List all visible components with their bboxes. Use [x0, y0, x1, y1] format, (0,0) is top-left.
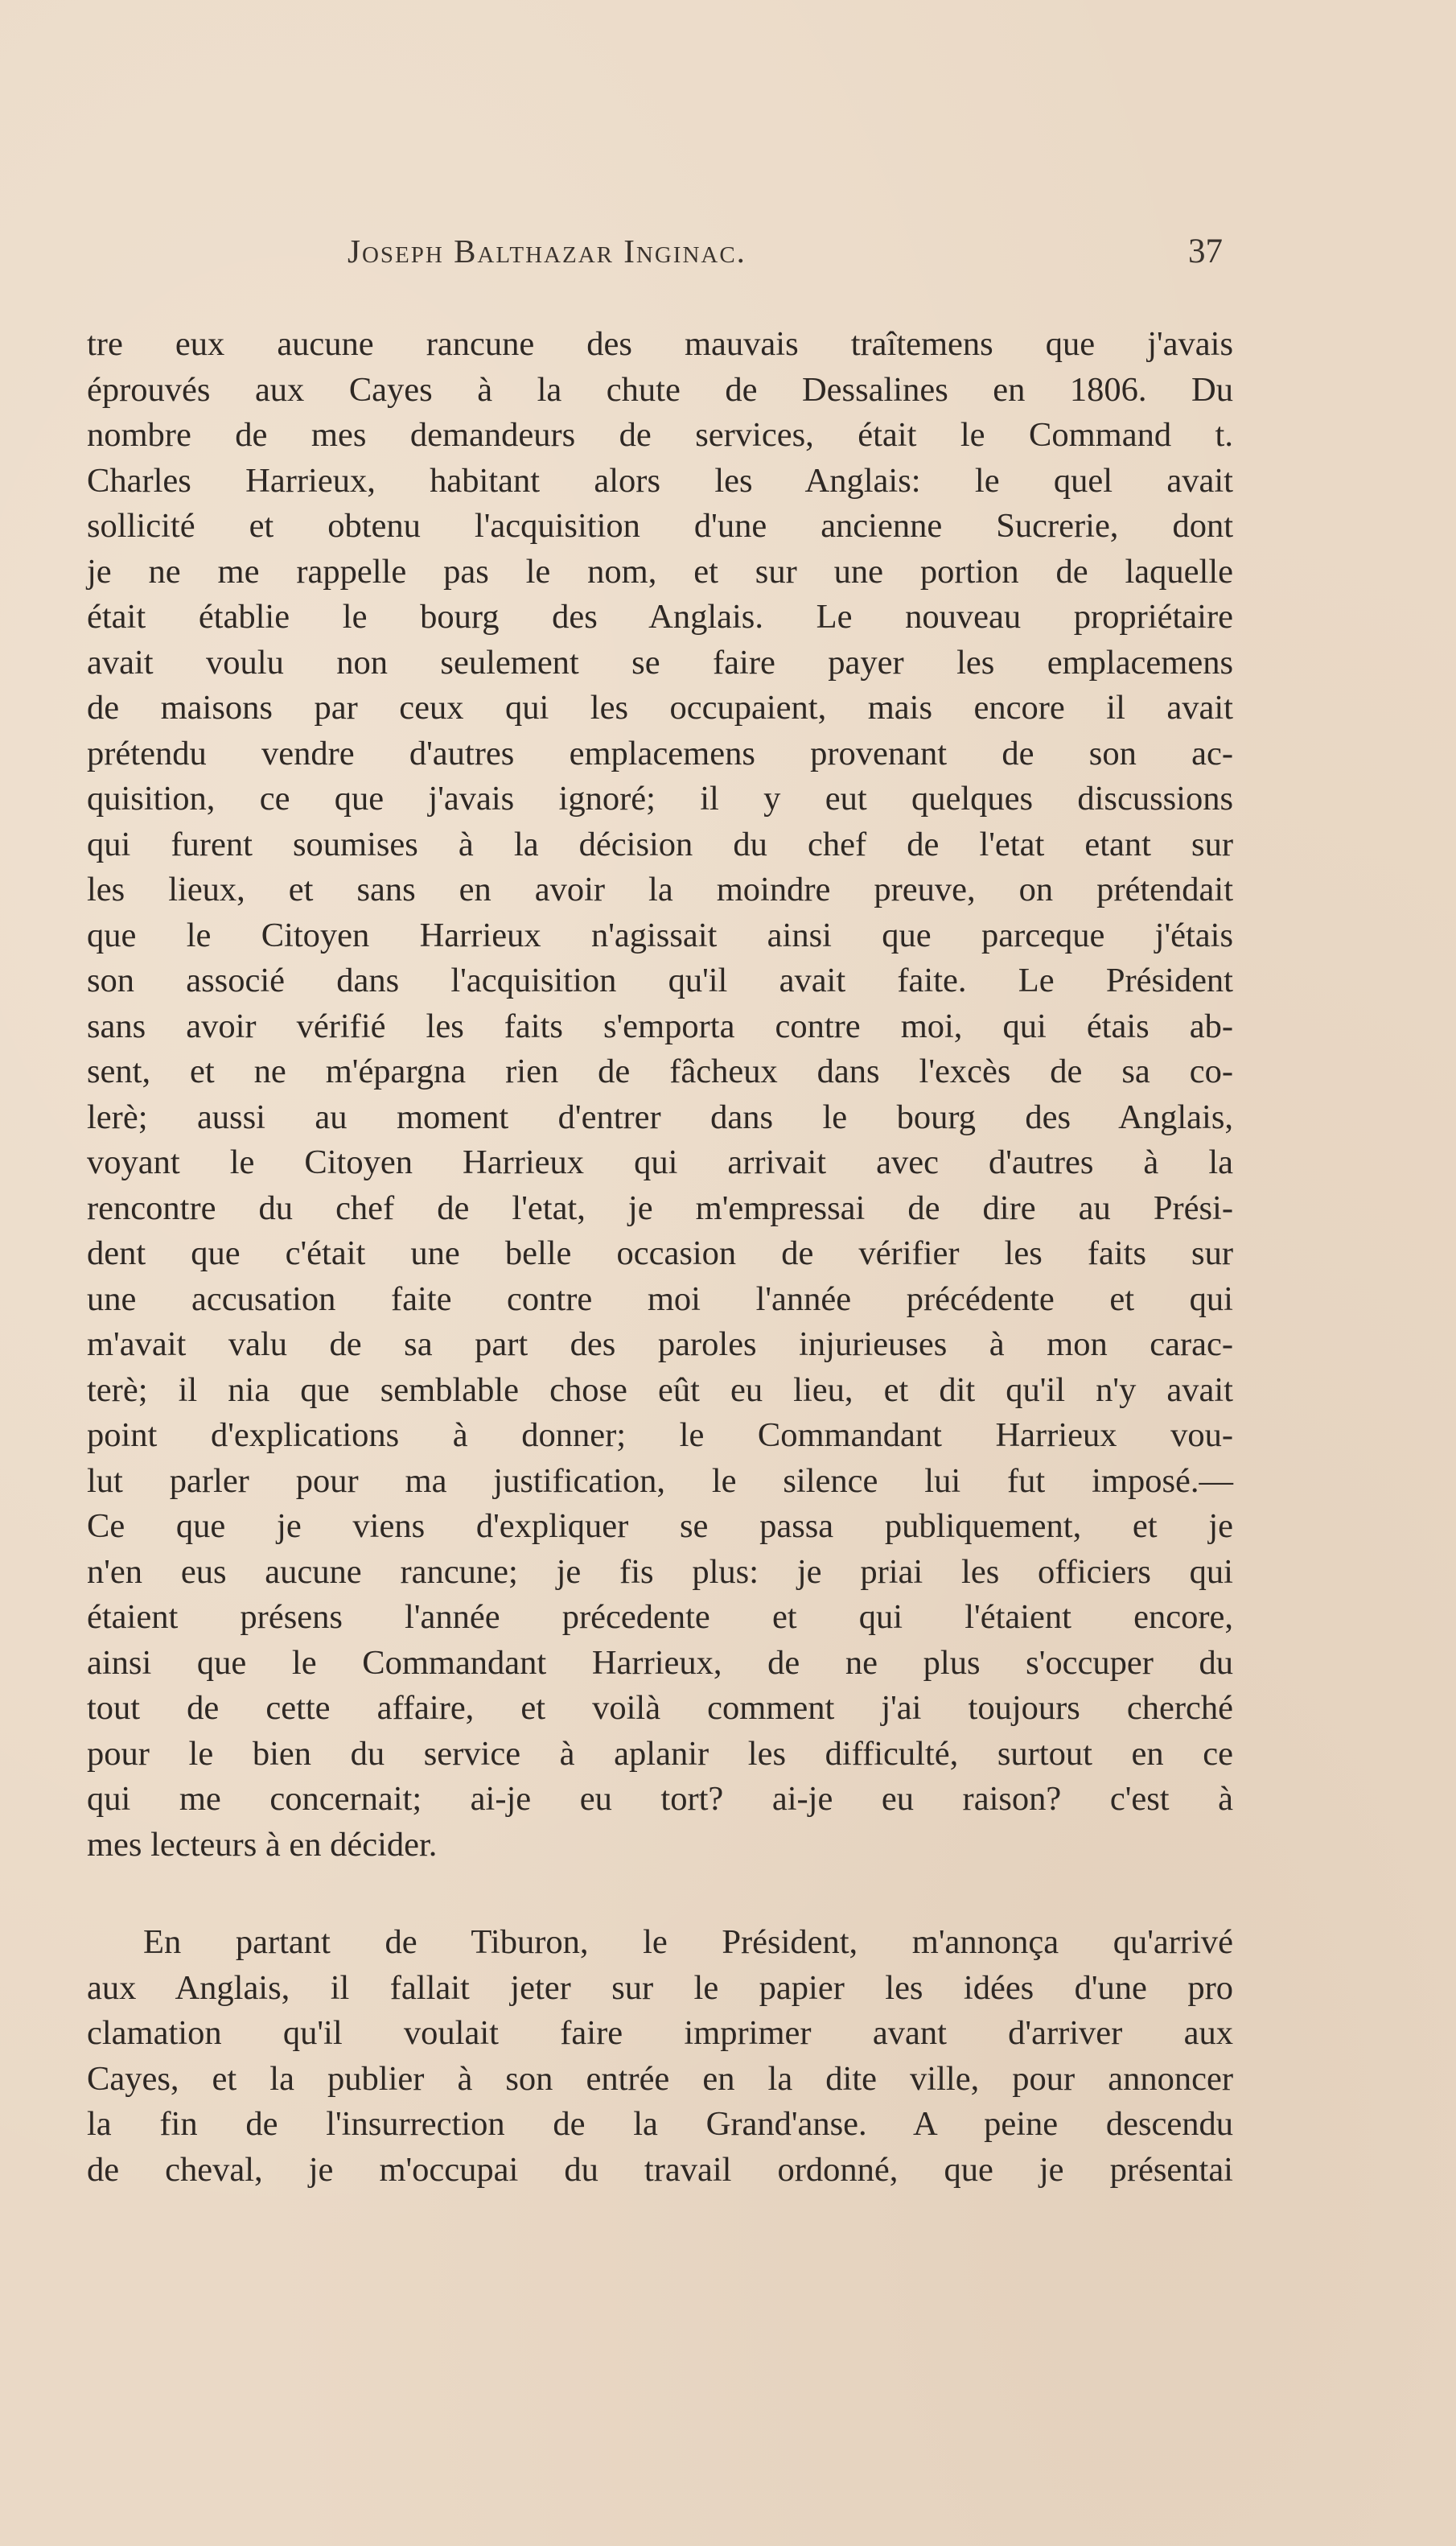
running-title: Joseph Balthazar Inginac. [348, 233, 747, 270]
text-line: m'avait valu de sa part des paroles injurieuses à mon carac- [87, 1325, 1233, 1363]
text-line: quisition, ce que j'avais ignoré; il y eut quelques discussions [87, 780, 1233, 818]
text-line: qui me concernait; ai-je eu tort? ai-je eu raison? c'est à [87, 1780, 1233, 1818]
text-line: de cheval, je m'occupai du travail ordonné, que je présentai [87, 2150, 1233, 2189]
text-line: prétendu vendre d'autres emplacemens provenant de son ac- [87, 734, 1233, 772]
text-line: ainsi que le Commandant Harrieux, de ne plus s'occuper du [87, 1643, 1233, 1682]
text-line: qui furent soumises à la décision du chef de l'etat etant sur [87, 825, 1233, 863]
text-line: nombre de mes demandeurs de services, était le Command t. [87, 416, 1233, 454]
text-line: je ne me rappelle pas le nom, et sur une portion de laquelle [87, 552, 1233, 591]
text-line: pour le bien du service à aplanir les difficulté, surtout en ce [87, 1734, 1233, 1773]
text-line: voyant le Citoyen Harrieux qui arrivait avec d'autres à la [87, 1143, 1233, 1181]
text-line: n'en eus aucune rancune; je fis plus: je priai les officiers qui [87, 1552, 1233, 1591]
text-line: Charles Harrieux, habitant alors les Anglais: le quel avait [87, 461, 1233, 500]
text-line: aux Anglais, il fallait jeter sur le papier les idées d'une pro [87, 1968, 1233, 2007]
text-line: la fin de l'insurrection de la Grand'anse. A peine descendu [87, 2105, 1233, 2143]
text-line: dent que c'était une belle occasion de vérifier les faits sur [87, 1234, 1233, 1272]
text-line: lut parler pour ma justification, le silence lui fut imposé.— [87, 1461, 1233, 1500]
text-line: sollicité et obtenu l'acquisition d'une ancienne Sucrerie, dont [87, 507, 1233, 545]
text-line: que le Citoyen Harrieux n'agissait ainsi que parceque j'étais [87, 916, 1233, 954]
text-line: éprouvés aux Cayes à la chute de Dessalines en 1806. Du [87, 370, 1233, 409]
text-line: point d'explications à donner; le Commandant Harrieux vou- [87, 1416, 1233, 1454]
text-line: rencontre du chef de l'etat, je m'empressai de dire au Prési- [87, 1189, 1233, 1227]
text-line: clamation qu'il voulait faire imprimer avant d'arriver aux [87, 2014, 1233, 2052]
paragraph-2 [87, 1920, 1233, 2193]
text-line: En partant de Tiburon, le Président, m'annonça qu'arrivé [143, 1923, 1233, 1961]
text-line: terè; il nia que semblable chose eût eu lieu, et dit qu'il n'y avait [87, 1370, 1233, 1409]
page-number: 37 [1188, 233, 1223, 270]
text-line: était établie le bourg des Anglais. Le nouveau propriétaire [87, 598, 1233, 636]
text-line: les lieux, et sans en avoir la moindre preuve, on prétendait [87, 871, 1233, 908]
text-line: sent, et ne m'épargna rien de fâcheux dans l'excès de sa co- [87, 1053, 1233, 1090]
text-line: avait voulu non seulement se faire payer les emplacemens [87, 643, 1233, 682]
text-line: son associé dans l'acquisition qu'il avait faite. Le Président [87, 962, 1233, 999]
text-line: une accusation faite contre moi l'année précédente et qui [87, 1279, 1233, 1318]
text-line: tout de cette affaire, et voilà comment j'ai toujours cherché [87, 1689, 1233, 1727]
text-line: étaient présens l'année précedente et qui l'étaient encore, [87, 1598, 1233, 1636]
text-line: sans avoir vérifié les faits s'emporta contre moi, qui étais ab- [87, 1007, 1233, 1045]
text-line: tre eux aucune rancune des mauvais traîtemens que j'avais [87, 325, 1233, 363]
text-line: Cayes, et la publier à son entrée en la dite ville, pour annoncer [87, 2059, 1233, 2098]
paragraph-1 [87, 322, 1233, 1868]
text-line: lerè; aussi au moment d'entrer dans le bourg des Anglais, [87, 1098, 1233, 1136]
text-line: Ce que je viens d'expliquer se passa publiquement, et je [87, 1507, 1233, 1545]
text-line: mes lecteurs à en décider. [87, 1825, 438, 1864]
text-line: de maisons par ceux qui les occupaient, mais encore il avait [87, 689, 1233, 727]
running-header [348, 232, 1223, 280]
